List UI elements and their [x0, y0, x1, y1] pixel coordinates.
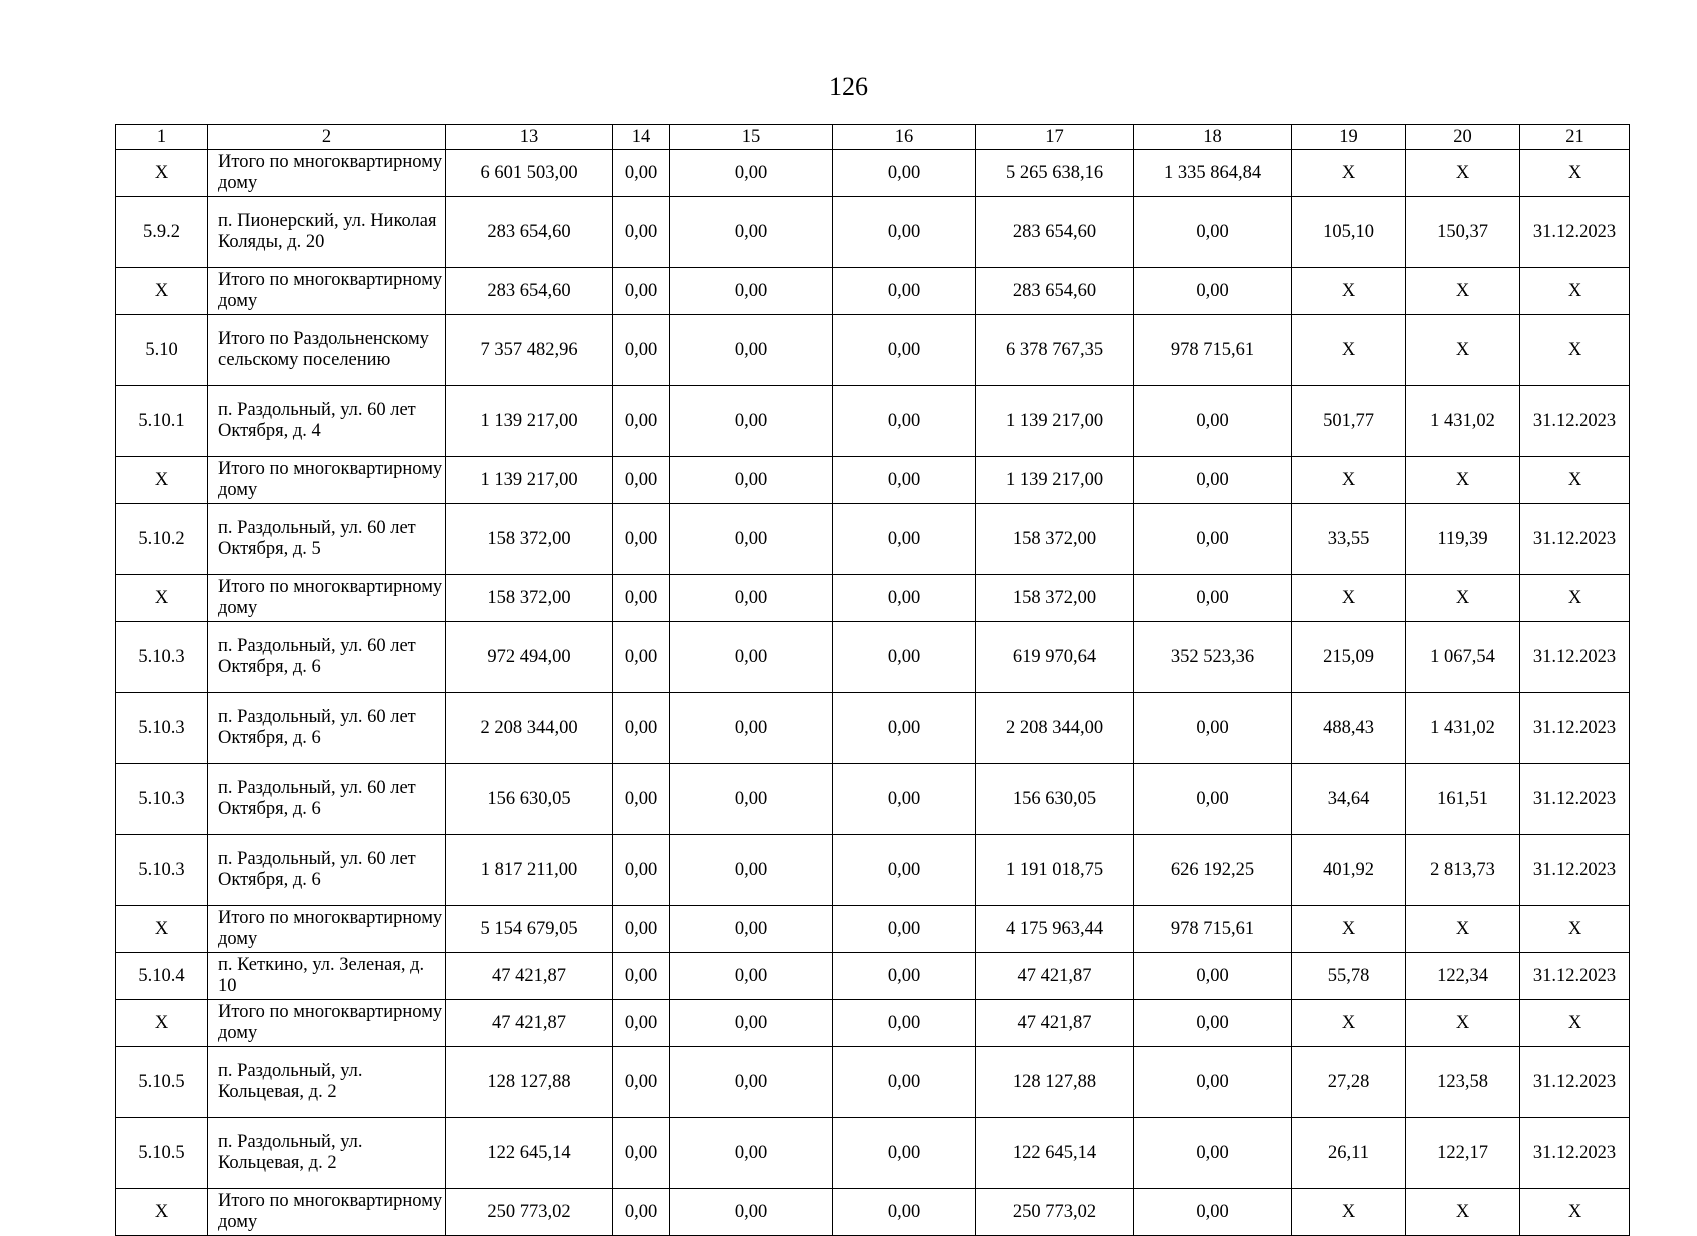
table-cell: 0,00 — [833, 386, 976, 457]
table-row — [116, 835, 1630, 906]
table-cell: 1 431,02 — [1406, 386, 1520, 457]
table-cell: 0,00 — [670, 457, 833, 504]
table-cell: 283 654,60 — [446, 197, 613, 268]
column-number-row — [116, 125, 1630, 150]
table-cell: 0,00 — [833, 764, 976, 835]
table-cell: 0,00 — [670, 1047, 833, 1118]
row-number-cell: 5.10.5 — [116, 1047, 208, 1118]
table-cell: X — [1520, 457, 1630, 504]
table-cell: 1 139 217,00 — [976, 386, 1134, 457]
table-cell: 0,00 — [1134, 1118, 1292, 1189]
table-row — [116, 197, 1630, 268]
address-cell: п. Раздольный, ул. 60 лет Октября, д. 6 — [208, 835, 446, 906]
table-cell: 0,00 — [833, 197, 976, 268]
table-cell: 1 191 018,75 — [976, 835, 1134, 906]
table-cell: 156 630,05 — [976, 764, 1134, 835]
table-cell: 0,00 — [613, 693, 670, 764]
table-cell: 1 431,02 — [1406, 693, 1520, 764]
table-cell: 0,00 — [613, 504, 670, 575]
table-cell: 0,00 — [670, 386, 833, 457]
row-number-cell: 5.10.3 — [116, 764, 208, 835]
column-header: 2 — [208, 125, 446, 150]
table-cell: 0,00 — [613, 906, 670, 953]
table-cell: 978 715,61 — [1134, 906, 1292, 953]
table-cell: 156 630,05 — [446, 764, 613, 835]
table-cell: 31.12.2023 — [1520, 622, 1630, 693]
table-cell: 0,00 — [613, 622, 670, 693]
table-cell: X — [1520, 268, 1630, 315]
row-number-cell: 5.10.3 — [116, 835, 208, 906]
table-cell: 1 139 217,00 — [976, 457, 1134, 504]
address-cell: Итого по многоквартирному дому — [208, 1000, 446, 1047]
table-cell: 978 715,61 — [1134, 315, 1292, 386]
table-cell: 501,77 — [1292, 386, 1406, 457]
table-cell: 161,51 — [1406, 764, 1520, 835]
table-row — [116, 386, 1630, 457]
table-cell: 0,00 — [670, 622, 833, 693]
table-cell: 0,00 — [1134, 504, 1292, 575]
table-cell: 401,92 — [1292, 835, 1406, 906]
table-cell: 33,55 — [1292, 504, 1406, 575]
table-cell: 1 335 864,84 — [1134, 150, 1292, 197]
table-cell: 0,00 — [1134, 1189, 1292, 1236]
table-cell: 1 139 217,00 — [446, 386, 613, 457]
column-header: 18 — [1134, 125, 1292, 150]
row-number-cell: X — [116, 268, 208, 315]
table-cell: X — [1292, 1189, 1406, 1236]
table-cell: 0,00 — [613, 764, 670, 835]
table-cell: 0,00 — [833, 1118, 976, 1189]
row-number-cell: 5.10.3 — [116, 622, 208, 693]
table-row — [116, 764, 1630, 835]
table-cell: 31.12.2023 — [1520, 504, 1630, 575]
table-cell: X — [1520, 906, 1630, 953]
table-cell: 122,34 — [1406, 953, 1520, 1000]
table-cell: X — [1292, 906, 1406, 953]
table-cell: 0,00 — [1134, 764, 1292, 835]
table-cell: X — [1406, 315, 1520, 386]
row-number-cell: X — [116, 1000, 208, 1047]
table-cell: 0,00 — [670, 504, 833, 575]
table-cell: 0,00 — [670, 906, 833, 953]
table-cell: 55,78 — [1292, 953, 1406, 1000]
table-row — [116, 150, 1630, 197]
address-cell: п. Раздольный, ул. 60 лет Октября, д. 5 — [208, 504, 446, 575]
table-row — [116, 693, 1630, 764]
table-cell: 122 645,14 — [446, 1118, 613, 1189]
column-header: 21 — [1520, 125, 1630, 150]
table-cell: 283 654,60 — [976, 197, 1134, 268]
table-cell: 0,00 — [613, 386, 670, 457]
table-cell: 619 970,64 — [976, 622, 1134, 693]
table-cell: X — [1406, 150, 1520, 197]
table-cell: 0,00 — [1134, 693, 1292, 764]
table-cell: 31.12.2023 — [1520, 693, 1630, 764]
table-cell: 158 372,00 — [976, 575, 1134, 622]
table-cell: 0,00 — [833, 622, 976, 693]
row-number-cell: X — [116, 457, 208, 504]
table-cell: 0,00 — [613, 953, 670, 1000]
table-cell: X — [1406, 268, 1520, 315]
table-row — [116, 315, 1630, 386]
table-cell: 34,64 — [1292, 764, 1406, 835]
address-cell: Итого по многоквартирному дому — [208, 457, 446, 504]
address-cell: п. Раздольный, ул. 60 лет Октября, д. 6 — [208, 693, 446, 764]
table-cell: 0,00 — [1134, 457, 1292, 504]
table-row — [116, 622, 1630, 693]
table-cell: 128 127,88 — [976, 1047, 1134, 1118]
row-number-cell: 5.10.5 — [116, 1118, 208, 1189]
table-cell: 0,00 — [613, 1189, 670, 1236]
table-cell: 31.12.2023 — [1520, 386, 1630, 457]
table-cell: 250 773,02 — [976, 1189, 1134, 1236]
table-cell: 158 372,00 — [976, 504, 1134, 575]
table-row — [116, 1047, 1630, 1118]
table-cell: 972 494,00 — [446, 622, 613, 693]
table-cell: 0,00 — [613, 150, 670, 197]
table-cell: 0,00 — [613, 315, 670, 386]
table-cell: 122,17 — [1406, 1118, 1520, 1189]
address-cell: Итого по многоквартирному дому — [208, 268, 446, 315]
table-cell: 0,00 — [613, 268, 670, 315]
table-cell: 0,00 — [613, 835, 670, 906]
row-number-cell: X — [116, 575, 208, 622]
table-cell: X — [1520, 315, 1630, 386]
table-cell: 1 817 211,00 — [446, 835, 613, 906]
table-body — [116, 150, 1630, 1236]
table-row — [116, 906, 1630, 953]
table-cell: X — [1520, 150, 1630, 197]
table-cell: X — [1520, 575, 1630, 622]
table-cell: 26,11 — [1292, 1118, 1406, 1189]
table-cell: 150,37 — [1406, 197, 1520, 268]
table-cell: 0,00 — [613, 457, 670, 504]
address-cell: п. Пионерский, ул. Николая Коляды, д. 20 — [208, 197, 446, 268]
table-cell: 31.12.2023 — [1520, 1118, 1630, 1189]
address-cell: Итого по многоквартирному дому — [208, 575, 446, 622]
table-cell: 0,00 — [670, 764, 833, 835]
table-cell: 488,43 — [1292, 693, 1406, 764]
table-cell: 47 421,87 — [446, 1000, 613, 1047]
table-cell: X — [1406, 906, 1520, 953]
table-cell: 0,00 — [670, 197, 833, 268]
table-cell: 0,00 — [1134, 197, 1292, 268]
table-cell: 0,00 — [670, 268, 833, 315]
row-number-cell: 5.10.1 — [116, 386, 208, 457]
table-cell: 47 421,87 — [976, 953, 1134, 1000]
table-cell: 31.12.2023 — [1520, 835, 1630, 906]
table-cell: 0,00 — [833, 953, 976, 1000]
table-cell: 626 192,25 — [1134, 835, 1292, 906]
table-cell: 0,00 — [670, 575, 833, 622]
table-cell: 0,00 — [833, 906, 976, 953]
table-cell: 158 372,00 — [446, 575, 613, 622]
table-cell: X — [1292, 457, 1406, 504]
row-number-cell: 5.10.3 — [116, 693, 208, 764]
table-cell: 0,00 — [833, 150, 976, 197]
table-cell: 0,00 — [833, 1000, 976, 1047]
table-cell: X — [1292, 268, 1406, 315]
table-cell: 47 421,87 — [446, 953, 613, 1000]
table-cell: 250 773,02 — [446, 1189, 613, 1236]
table-cell: X — [1406, 1189, 1520, 1236]
table-cell: 5 154 679,05 — [446, 906, 613, 953]
table-cell: 0,00 — [670, 953, 833, 1000]
table-cell: 0,00 — [670, 150, 833, 197]
table-cell: 0,00 — [613, 1118, 670, 1189]
column-header: 1 — [116, 125, 208, 150]
table-cell: 283 654,60 — [446, 268, 613, 315]
table-cell: X — [1292, 315, 1406, 386]
table-cell: 0,00 — [1134, 268, 1292, 315]
table-cell: 31.12.2023 — [1520, 764, 1630, 835]
table-cell: 2 813,73 — [1406, 835, 1520, 906]
table-cell: 123,58 — [1406, 1047, 1520, 1118]
table-row — [116, 457, 1630, 504]
column-header: 19 — [1292, 125, 1406, 150]
table-cell: 0,00 — [1134, 1000, 1292, 1047]
table-cell: 0,00 — [670, 693, 833, 764]
table-row — [116, 575, 1630, 622]
table-cell: X — [1406, 1000, 1520, 1047]
table-cell: X — [1292, 1000, 1406, 1047]
page-number: 126 — [829, 72, 868, 101]
row-number-cell: 5.10.2 — [116, 504, 208, 575]
table-row — [116, 953, 1630, 1000]
table-row — [116, 1189, 1630, 1236]
table-cell: 0,00 — [1134, 1047, 1292, 1118]
table-cell: 0,00 — [1134, 575, 1292, 622]
table-cell: 0,00 — [670, 1118, 833, 1189]
table-cell: 1 067,54 — [1406, 622, 1520, 693]
row-number-cell: X — [116, 1189, 208, 1236]
table-cell: 0,00 — [833, 835, 976, 906]
table-cell: 1 139 217,00 — [446, 457, 613, 504]
address-cell: п. Раздольный, ул. 60 лет Октября, д. 4 — [208, 386, 446, 457]
table-cell: 6 378 767,35 — [976, 315, 1134, 386]
table-cell: 31.12.2023 — [1520, 1047, 1630, 1118]
table-cell: 0,00 — [833, 1047, 976, 1118]
table-cell: 31.12.2023 — [1520, 953, 1630, 1000]
table-cell: 0,00 — [613, 197, 670, 268]
table-cell: 7 357 482,96 — [446, 315, 613, 386]
row-number-cell: 5.9.2 — [116, 197, 208, 268]
table-cell: 0,00 — [670, 315, 833, 386]
table-row — [116, 268, 1630, 315]
table-cell: 31.12.2023 — [1520, 197, 1630, 268]
column-header: 15 — [670, 125, 833, 150]
table-cell: X — [1292, 575, 1406, 622]
table-cell: 283 654,60 — [976, 268, 1134, 315]
column-header: 20 — [1406, 125, 1520, 150]
table-cell: 128 127,88 — [446, 1047, 613, 1118]
table-row — [116, 1118, 1630, 1189]
table-cell: 2 208 344,00 — [976, 693, 1134, 764]
address-cell: Итого по многоквартирному дому — [208, 1189, 446, 1236]
address-cell: п. Кеткино, ул. Зеленая, д. 10 — [208, 953, 446, 1000]
table-cell: 215,09 — [1292, 622, 1406, 693]
address-cell: п. Раздольный, ул. Кольцевая, д. 2 — [208, 1118, 446, 1189]
table-cell: 122 645,14 — [976, 1118, 1134, 1189]
table-cell: 158 372,00 — [446, 504, 613, 575]
table-cell: X — [1292, 150, 1406, 197]
address-cell: п. Раздольный, ул. Кольцевая, д. 2 — [208, 1047, 446, 1118]
row-number-cell: X — [116, 906, 208, 953]
table-cell: 2 208 344,00 — [446, 693, 613, 764]
table-cell: 0,00 — [613, 1000, 670, 1047]
table-cell: 0,00 — [833, 693, 976, 764]
table-cell: X — [1520, 1000, 1630, 1047]
table-cell: 0,00 — [670, 835, 833, 906]
table-cell: X — [1520, 1189, 1630, 1236]
table-cell: X — [1406, 575, 1520, 622]
table-row — [116, 1000, 1630, 1047]
row-number-cell: 5.10.4 — [116, 953, 208, 1000]
table-cell: 119,39 — [1406, 504, 1520, 575]
table-cell: 105,10 — [1292, 197, 1406, 268]
table-cell: 0,00 — [613, 1047, 670, 1118]
table-cell: 0,00 — [833, 504, 976, 575]
table-cell: 6 601 503,00 — [446, 150, 613, 197]
table-cell: 0,00 — [833, 1189, 976, 1236]
table-cell: X — [1406, 457, 1520, 504]
table-cell: 0,00 — [1134, 386, 1292, 457]
row-number-cell: 5.10 — [116, 315, 208, 386]
table-cell: 47 421,87 — [976, 1000, 1134, 1047]
table-cell: 0,00 — [833, 575, 976, 622]
table-cell: 0,00 — [670, 1000, 833, 1047]
address-cell: п. Раздольный, ул. 60 лет Октября, д. 6 — [208, 764, 446, 835]
address-cell: Итого по многоквартирному дому — [208, 150, 446, 197]
table-row — [116, 504, 1630, 575]
address-cell: Итого по многоквартирному дому — [208, 906, 446, 953]
table-cell: 0,00 — [833, 268, 976, 315]
table-cell: 0,00 — [833, 457, 976, 504]
address-cell: п. Раздольный, ул. 60 лет Октября, д. 6 — [208, 622, 446, 693]
table-cell: 5 265 638,16 — [976, 150, 1134, 197]
column-header: 14 — [613, 125, 670, 150]
row-number-cell: X — [116, 150, 208, 197]
table-cell: 4 175 963,44 — [976, 906, 1134, 953]
table-cell: 27,28 — [1292, 1047, 1406, 1118]
column-header: 16 — [833, 125, 976, 150]
table-cell: 0,00 — [670, 1189, 833, 1236]
table-cell: 0,00 — [833, 315, 976, 386]
address-cell: Итого по Раздольненскому сельскому поселению — [208, 315, 446, 386]
table-cell: 352 523,36 — [1134, 622, 1292, 693]
data-table — [115, 124, 1630, 1236]
table-cell: 0,00 — [1134, 953, 1292, 1000]
column-header: 13 — [446, 125, 613, 150]
table-cell: 0,00 — [613, 575, 670, 622]
column-header: 17 — [976, 125, 1134, 150]
